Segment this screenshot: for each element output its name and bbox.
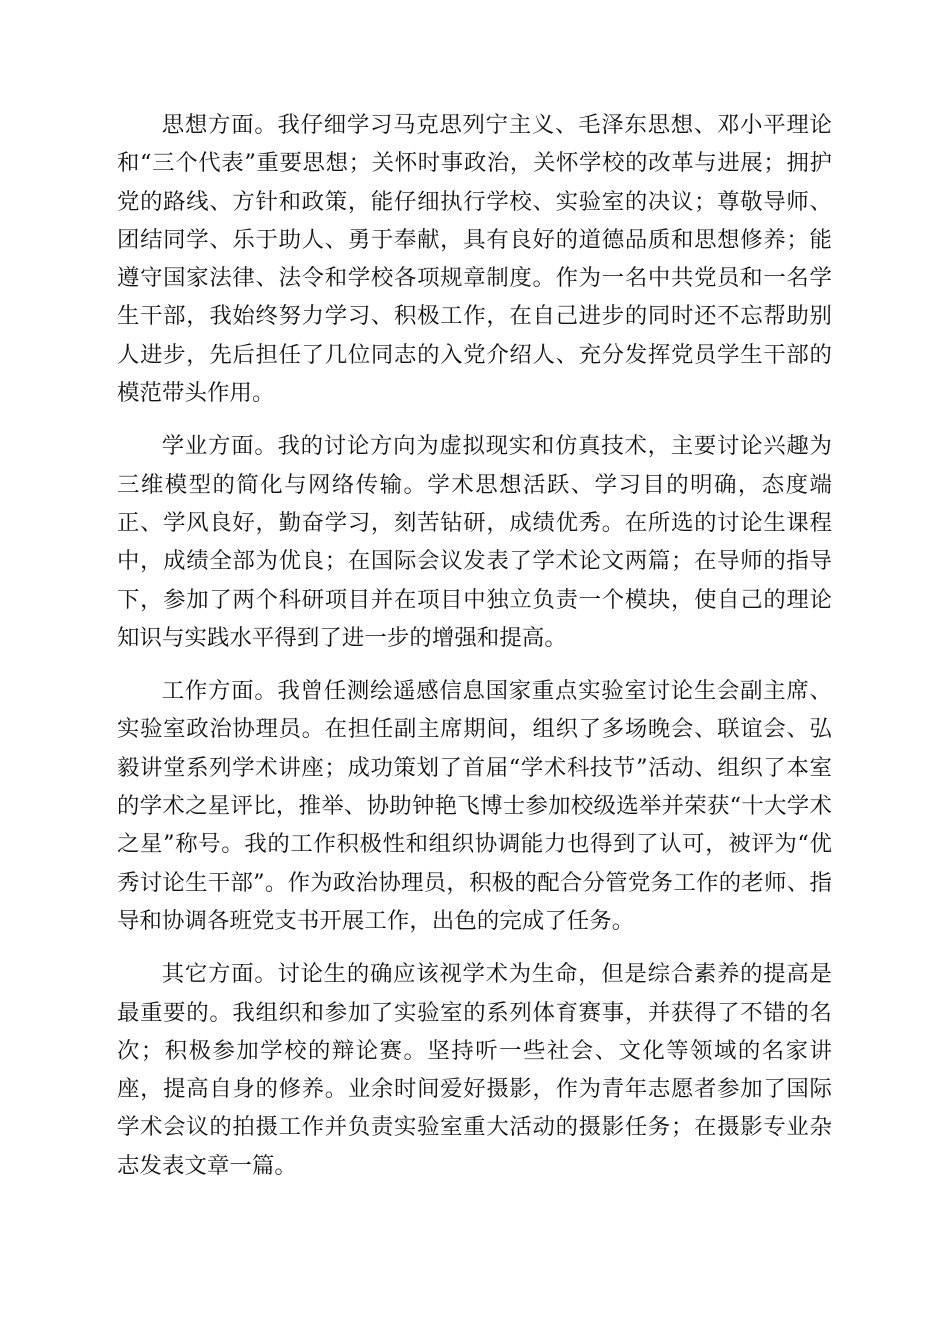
paragraph-academics: 学业方面。我的讨论方向为虚拟现实和仿真技术，主要讨论兴趣为三维模型的简化与网络传输。学术思想活跃、学习目的明确，态度端正、学风良好，勤奋学习，刻苦钻研，成绩优秀。在所选的讨论生课程中，成绩全部为优良；在国际会议发表了学术论文两篇；在导师的指导下，参加了两个科研项目并在项目中独立负责一个模块，使自己的理论知识与实践水平得到了进一步的增强和提高。 — [117, 433, 832, 651]
paragraph-ideology: 思想方面。我仔细学习马克思列宁主义、毛泽东思想、邓小平理论和“三个代表”重要思想；关怀时事政治，关怀学校的改革与进展；拥护党的路线、方针和政策，能仔细执行学校、实验室的决议；尊敬导师、团结同学、乐于助人、勇于奉献，具有良好的道德品质和思想修养；能遵守国家法律、法令和学校各项规章制度。作为一名中共党员和一名学生干部，我始终努力学习、积极工作，在自己进步的同时还不忘帮助别人进步，先后担任了几位同志的入党介绍人、充分发挥党员学生干部的模范带头作用。 — [117, 112, 832, 407]
paragraph-other: 其它方面。讨论生的确应该视学术为生命，但是综合素养的提高是最重要的。我组织和参加了实验室的系列体育赛事，并获得了不错的名次；积极参加学校的辩论赛。坚持听一些社会、文化等领域的名家讲座，提高自身的修养。业余时间爱好摄影，作为青年志愿者参加了国际学术会议的拍摄工作并负责实验室重大活动的摄影任务；在摄影专业杂志发表文章一篇。 — [117, 961, 832, 1179]
paragraph-work: 工作方面。我曾任测绘遥感信息国家重点实验室讨论生会副主席、实验室政治协理员。在担任副主席期间，组织了多场晚会、联谊会、弘毅讲堂系列学术讲座；成功策划了首届“学术科技节”活动、组织了本室的学术之星评比，推举、协助钟艳飞博士参加校级选举并荣获“十大学术之星”称号。我的工作积极性和组织协调能力也得到了认可，被评为“优秀讨论生干部”。作为政治协理员，积极的配合分管党务工作的老师、指导和协调各班党支书开展工作，出色的完成了任务。 — [117, 678, 832, 934]
